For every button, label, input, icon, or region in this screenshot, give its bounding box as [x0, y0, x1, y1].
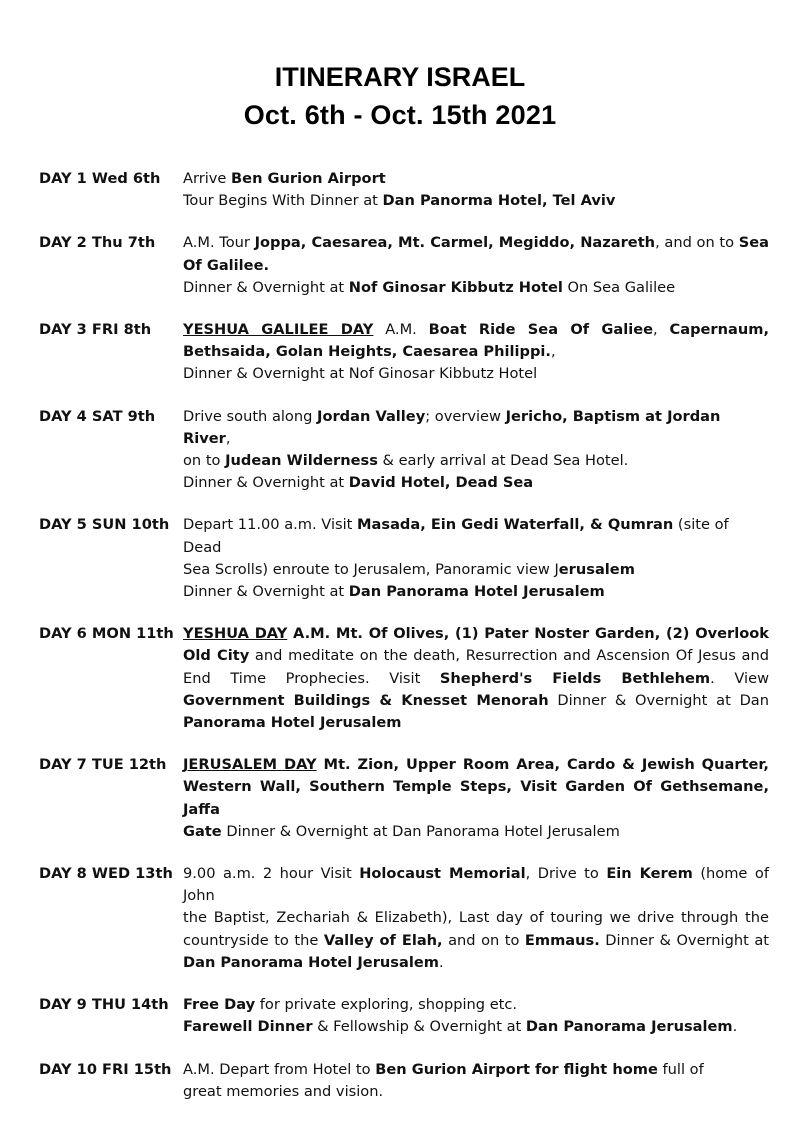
day-description: [183, 319, 769, 386]
text: Drive south along: [183, 407, 318, 425]
text: ,: [225, 429, 231, 447]
bold-text: Judean Wilderness: [225, 452, 378, 470]
bold-text: Panorama Hotel Jerusalem: [183, 714, 402, 732]
description-line: [183, 472, 769, 494]
bold-text: Free Day: [183, 996, 256, 1014]
day-2: [39, 232, 769, 299]
text: for private exploring, shopping etc.: [255, 996, 518, 1014]
day-label: DAY 7 TUE 12th: [39, 756, 167, 774]
bold-text: Of Galilee.: [183, 256, 270, 274]
text: & early arrival at Dead Sea Hotel.: [377, 452, 629, 470]
text: .: [438, 953, 444, 971]
description-line: [183, 690, 769, 712]
day-label: DAY 2 Thu 7th: [39, 234, 156, 252]
text: ,: [653, 321, 670, 339]
day-6: [39, 623, 769, 734]
text: & Fellowship & Overnight at: [312, 1018, 526, 1036]
day-label: DAY 10 FRI 15th: [39, 1060, 172, 1078]
description-line: [183, 559, 769, 581]
text: great memories and vision.: [183, 1082, 384, 1100]
text: ,: [550, 343, 556, 361]
bold-text: Ben Gurion Airport: [231, 170, 386, 187]
bold-text: Capernaum,: [669, 321, 770, 339]
text: on to: [183, 452, 226, 470]
description-line: [183, 319, 769, 341]
description-line: [183, 994, 769, 1016]
description-line: [183, 668, 769, 690]
day-label: DAY 8 WED 13th: [39, 865, 173, 883]
description-line: [183, 907, 769, 929]
bold-text: David Hotel, Dead Sea: [348, 474, 534, 492]
bold-text: Holocaust Memorial: [359, 865, 526, 883]
description-line: [183, 776, 769, 820]
text: Tour Begins With Dinner at: [183, 192, 383, 210]
text: A.M. Tour: [183, 234, 255, 252]
bold-text: Mt. Zion, Upper Room Area, Cardo & Jewish Quarter,: [316, 756, 769, 774]
description-line: [183, 232, 769, 254]
underlined-theme: JERUSALEM DAY: [183, 756, 317, 774]
underlined-theme: YESHUA DAY: [183, 625, 288, 643]
text: the Baptist, Zechariah & Elizabeth), Last day of touring we drive through the: [183, 909, 769, 927]
bold-text: Shepherd's Fields Bethlehem: [439, 669, 711, 687]
day-description: [183, 994, 769, 1038]
description-line: [183, 190, 769, 212]
day-description: [183, 623, 769, 734]
description-line: [183, 450, 769, 472]
text: ; overview: [425, 407, 506, 425]
description-line: [183, 341, 769, 363]
bold-text: Joppa, Caesarea, Mt. Carmel, Megiddo, Nazareth: [254, 234, 656, 252]
bold-text: Valley of Elah,: [323, 931, 443, 949]
text: countryside to the: [183, 931, 324, 949]
description-line: [183, 645, 769, 667]
text: A.M. Depart from Hotel to: [183, 1060, 376, 1078]
text: Arrive: [183, 170, 232, 187]
bold-text: Jordan Valley: [317, 407, 426, 425]
text: , Drive to: [525, 865, 607, 883]
day-label: DAY 6 MON 11th: [39, 625, 174, 643]
underlined-theme: YESHUA GALILEE DAY: [183, 321, 374, 339]
day-description: [183, 406, 769, 495]
day-4: [39, 406, 769, 495]
description-line: [183, 821, 769, 843]
text: Dinner & Overnight at: [599, 931, 769, 949]
bold-text: Dan Panorama Hotel Jerusalem: [348, 583, 605, 601]
day-8: [39, 863, 769, 974]
text: On Sea Galilee: [562, 278, 676, 296]
text: A.M.: [373, 321, 429, 339]
text: (site of Dead: [183, 516, 729, 556]
bold-text: Nof Ginosar Kibbutz Hotel: [348, 278, 563, 296]
description-line: [183, 623, 769, 645]
description-line: [183, 1016, 769, 1038]
description-line: [183, 255, 769, 277]
bold-text: erusalem: [558, 560, 635, 578]
text: Dinner & Overnight at Dan: [548, 691, 769, 709]
day-description: [183, 168, 769, 212]
bold-text: Dan Panorama Hotel Jerusalem: [183, 953, 439, 971]
text: Dinner & Overnight at Nof Ginosar Kibbutz Hotel: [183, 365, 538, 383]
text: Dinner & Overnight at: [183, 583, 349, 601]
text: (home of John: [183, 865, 769, 905]
description-line: [183, 712, 769, 734]
description-line: [183, 514, 769, 558]
text: 9.00 a.m. 2 hour Visit: [183, 865, 360, 883]
text: . View: [710, 669, 769, 687]
description-line: [183, 930, 769, 952]
bold-text: Government Buildings & Knesset Menorah: [183, 691, 549, 709]
day-label: DAY 3 FRI 8th: [39, 321, 152, 339]
description-line: [183, 863, 769, 907]
itinerary-list: [39, 168, 769, 1103]
text: End Time Prophecies. Visit: [183, 669, 440, 687]
day-description: [183, 514, 769, 603]
day-description: [183, 863, 769, 974]
bold-text: Ein Kerem: [606, 865, 693, 883]
description-line: [183, 363, 769, 385]
text: Dinner & Overnight at Dan Panorama Hotel Jerusalem: [221, 822, 620, 840]
bold-text: Emmaus.: [524, 931, 600, 949]
bold-text: Farewell Dinner: [183, 1018, 313, 1036]
day-label: DAY 4 SAT 9th: [39, 407, 156, 425]
description-line: [183, 168, 769, 190]
text: Depart 11.00 a.m. Visit: [183, 516, 358, 534]
date-range: Oct. 6th - Oct. 15th 2021: [243, 100, 557, 130]
bold-text: Ben Gurion Airport for flight home: [375, 1060, 658, 1078]
bold-text: Old City: [183, 647, 250, 665]
day-description: [183, 232, 769, 299]
description-line: [183, 1081, 769, 1103]
day-10: [39, 1059, 769, 1103]
text: .: [732, 1018, 738, 1036]
bold-text: Boat Ride Sea Of Galiee: [428, 321, 654, 339]
day-label: DAY 1 Wed 6th: [39, 170, 161, 187]
bold-text: Western Wall, Southern Temple Steps, Visit Garden Of Gethsemane, Jaffa: [183, 778, 769, 818]
bold-text: Masada, Ein Gedi Waterfall, & Qumran: [357, 516, 674, 534]
text: full of: [657, 1060, 704, 1078]
bold-text: Sea: [738, 234, 769, 252]
text: and meditate on the death, Resurrection and Ascension Of Jesus and: [249, 647, 769, 665]
day-description: [183, 1059, 769, 1103]
description-line: [183, 406, 769, 450]
day-5: [39, 514, 769, 603]
bold-text: A.M. Mt. Of Olives, (1) Pater Noster Garden, (2) Overlook: [287, 625, 769, 643]
bold-text: Bethsaida, Golan Heights, Caesarea Philippi.: [183, 343, 551, 361]
text: and on to: [442, 931, 525, 949]
bold-text: Gate: [183, 822, 222, 840]
day-3: [39, 319, 769, 386]
description-line: [183, 754, 769, 776]
bold-text: Dan Panorama Jerusalem: [525, 1018, 733, 1036]
description-line: [183, 952, 769, 974]
page-title: [0, 58, 800, 134]
day-description: [183, 754, 769, 843]
bold-text: Jericho, Baptism at Jordan River: [183, 407, 721, 447]
title-text: ITINERARY ISRAEL: [274, 62, 526, 92]
description-line: [183, 277, 769, 299]
bold-text: Dan Panorma Hotel, Tel Aviv: [382, 192, 616, 210]
text: Sea Scrolls) enroute to Jerusalem, Panoramic view J: [183, 560, 559, 578]
text: Dinner & Overnight at: [183, 474, 349, 492]
description-line: [183, 1059, 769, 1081]
text: Dinner & Overnight at: [183, 278, 349, 296]
day-9: [39, 994, 769, 1038]
day-7: [39, 754, 769, 843]
day-1: [39, 168, 769, 212]
day-label: DAY 5 SUN 10th: [39, 516, 170, 534]
description-line: [183, 581, 769, 603]
day-label: DAY 9 THU 14th: [39, 996, 169, 1014]
text: , and on to: [655, 234, 739, 252]
